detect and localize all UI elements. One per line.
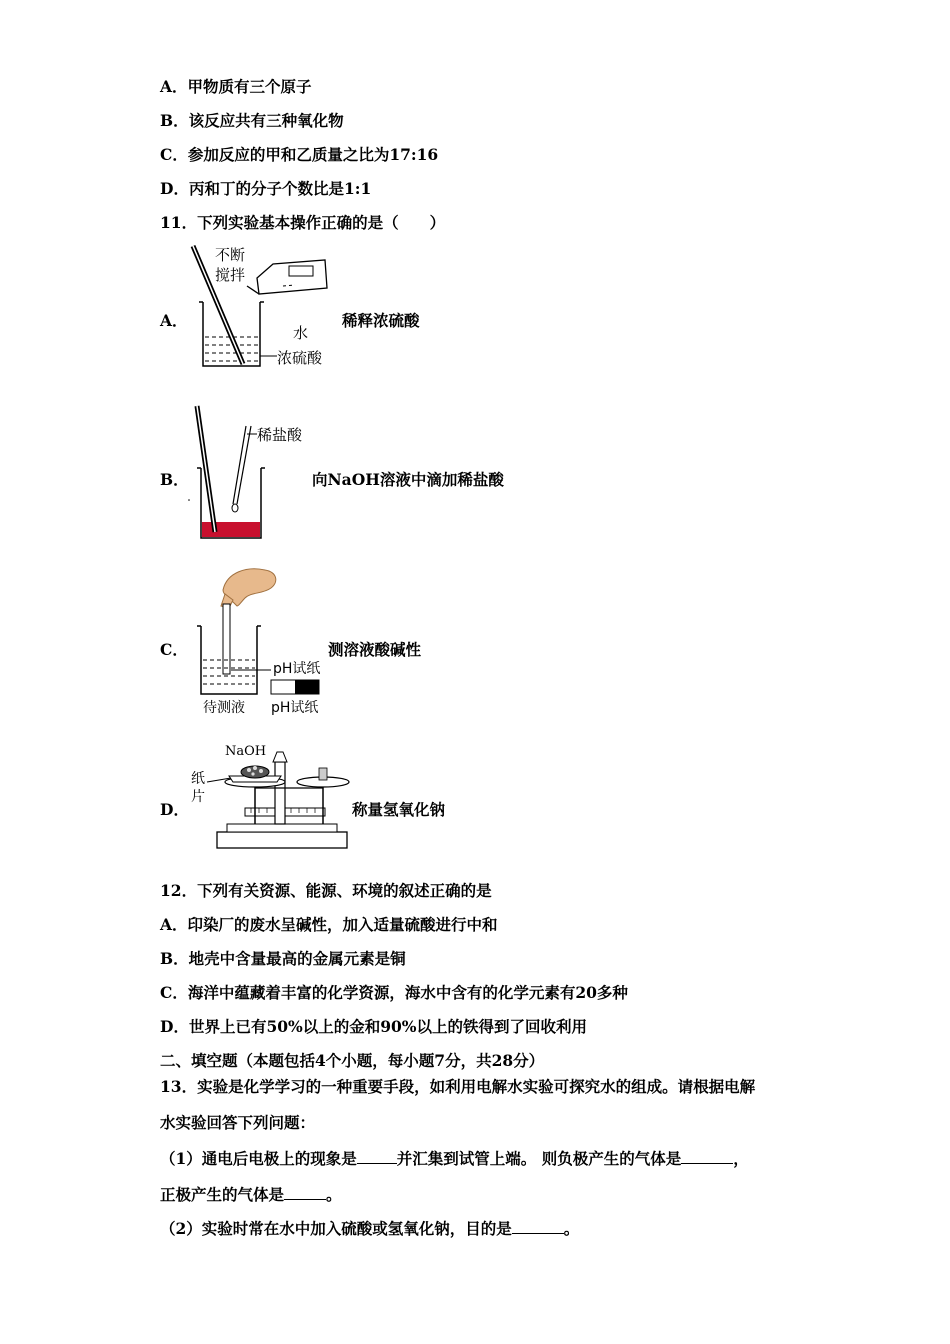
q12-stem: 12．下列有关资源、能源、环境的叙述正确的是 [160,881,492,900]
section-2-heading: 二、填空题（本题包括4个小题，每小题7分，共28分） [160,1051,545,1070]
label-paper-1: 纸 [191,771,205,787]
q12-option-a: A．印染厂的废水呈碱性，加入适量硫酸进行中和 [160,915,498,934]
label-ph-paper-2: pH试纸 [271,700,319,716]
q11-option-c-caption: 测溶液酸碱性 [328,640,422,659]
q11-option-d-caption: 称量氢氧化钠 [352,800,446,819]
q13-stem-line-2: 水实验回答下列问题： [160,1113,316,1132]
add-acid-illustration [185,404,325,544]
q13-stem-line-1: 13．实验是化学学习的一种重要手段，如利用电解水实验可探究水的组成。请根据电解 [160,1077,756,1096]
q13-p1-text-b: 并汇集到试管上端。 则负极产生的气体是 [396,1149,682,1168]
q11-stem: 11．下列实验基本操作正确的是（ ） [160,213,446,232]
q13-part-1-line-2 [160,1184,342,1206]
ph-test-illustration [185,560,335,720]
q11-option-d-label: D． [160,800,189,819]
answer-blank-2[interactable] [681,1149,733,1164]
label-water: 水 [293,324,309,342]
label-ph-paper-1: pH试纸 [273,661,321,677]
q12-option-b: B．地壳中含量最高的金属元素是铜 [160,949,406,968]
q13-p1-text-a: （1）通电后电极上的现象是 [160,1149,357,1168]
q13-part-2 [160,1218,579,1240]
figure-add-acid [185,404,325,544]
q11-option-b-label: B． [160,470,189,489]
q11-option-a-label: A． [160,311,188,330]
q11-option-c-label: C． [160,640,188,659]
label-paper-2: 片 [191,789,205,805]
q12-option-c: C．海洋中蕴藏着丰富的化学资源，海水中含有的化学元素有20多种 [160,983,628,1002]
balance-illustration [185,740,355,855]
answer-blank-4[interactable] [512,1219,564,1234]
label-stir-2: 搅拌 [215,266,246,284]
q10-option-d: D．丙和丁的分子个数比是1:1 [160,179,372,198]
label-dilute-hcl: 稀盐酸 [257,426,303,444]
q11-option-a-caption: 稀释浓硫酸 [342,311,420,330]
figure-dilute-acid [185,242,335,372]
q13-p2-text-b: 。 [563,1219,580,1238]
q11-option-b-caption: 向NaOH溶液中滴加稀盐酸 [312,470,504,489]
q13-p1-text-d: 正极产生的气体是 [160,1185,285,1204]
q13-p1-text-c: ， [733,1149,749,1168]
q13-part-1-line-1 [160,1148,749,1170]
label-conc-acid: 浓硫酸 [277,349,323,367]
label-stir-1: 不断 [215,246,246,264]
answer-blank-1[interactable] [357,1149,397,1164]
label-naoh: NaOH [225,744,267,759]
q10-option-b: B．该反应共有三种氧化物 [160,111,344,130]
figure-balance [185,740,355,855]
q12-option-d: D．世界上已有50%以上的金和90%以上的铁得到了回收利用 [160,1017,588,1036]
label-test-solution: 待测液 [203,700,245,716]
q10-option-a: A．甲物质有三个原子 [160,77,312,96]
q10-option-c: C．参加反应的甲和乙质量之比为17:16 [160,145,439,164]
q13-p1-text-e: 。 [326,1185,342,1204]
figure-ph-test [185,560,335,720]
answer-blank-3[interactable] [284,1185,326,1200]
q13-p2-text-a: （2）实验时常在水中加入硫酸或氢氧化钠，目的是 [160,1219,512,1238]
